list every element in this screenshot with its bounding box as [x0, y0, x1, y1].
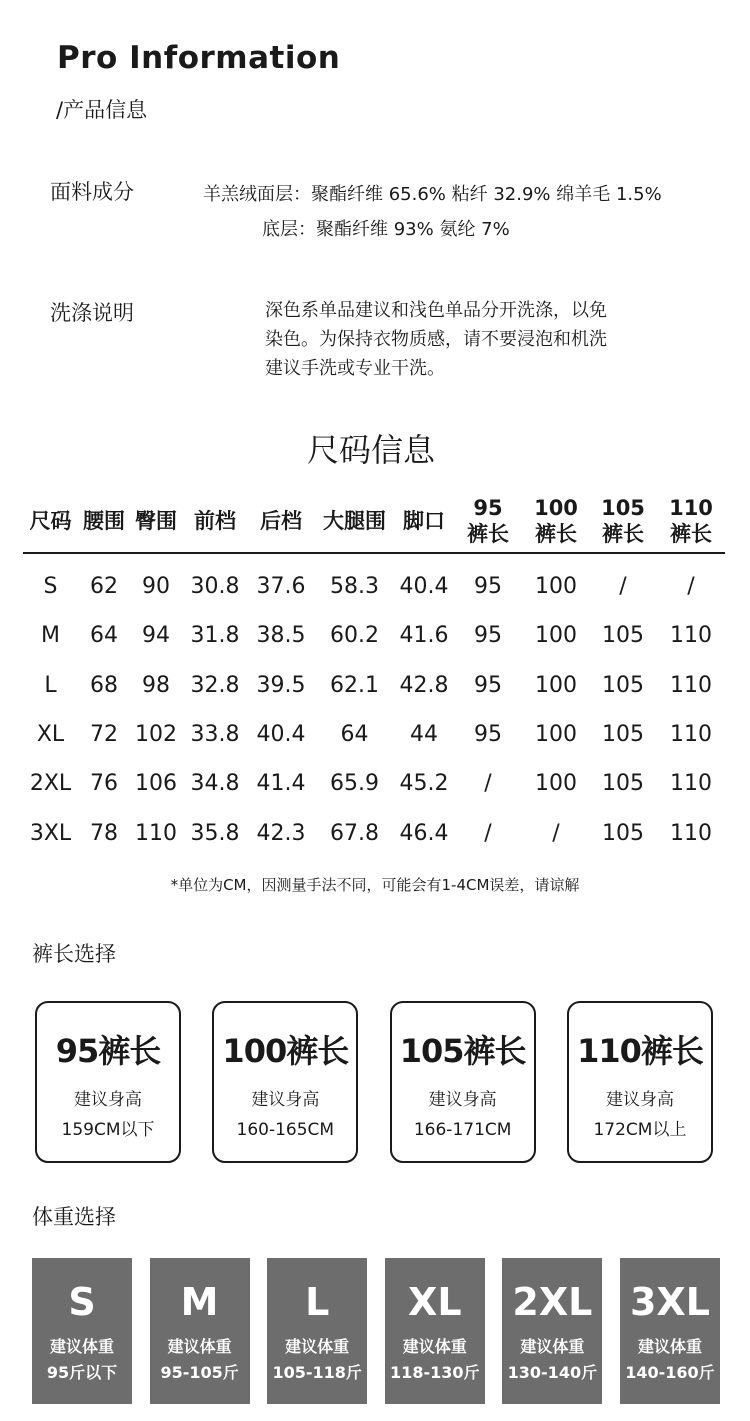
- table-cell: 64: [90, 623, 118, 649]
- table-cell: 110: [670, 722, 712, 748]
- table-row: [23, 553, 725, 611]
- table-cell: /: [484, 771, 492, 797]
- weight-option-l[interactable]: [267, 1258, 367, 1404]
- size-info-title: 尺码信息: [306, 431, 435, 469]
- table-cell: 78: [90, 820, 118, 846]
- length-option-95[interactable]: [35, 1001, 181, 1163]
- measurement-note: *单位为CM，因测量手法不同，可能会有1-4CM误差，请谅解: [170, 876, 580, 894]
- table-cell: 30.8: [190, 574, 240, 600]
- weight-option-size: S: [68, 1280, 96, 1324]
- header-thigh: 大腿围: [314, 490, 395, 553]
- header-leg-opening: 脚口: [395, 490, 453, 553]
- table-cell: 40.4: [256, 722, 306, 748]
- table-cell: 94: [142, 623, 170, 649]
- weight-option-caption: 建议体重: [167, 1337, 232, 1356]
- table-cell: 95: [474, 623, 502, 649]
- table-cell: 3XL: [29, 820, 72, 846]
- size-table-header-row: [23, 490, 725, 553]
- wash-label: 洗涤说明: [50, 301, 134, 325]
- table-cell: 105: [602, 672, 644, 698]
- header-length-110: 110 裤长: [657, 490, 725, 553]
- table-cell: 100: [535, 722, 577, 748]
- table-cell: 37.6: [256, 574, 306, 600]
- table-cell: 32.8: [190, 672, 240, 698]
- wash-line-3: 建议手洗或专业干洗。: [265, 358, 445, 379]
- length-option-height: 172CM以上: [593, 1120, 687, 1140]
- weight-option-caption: 建议体重: [520, 1337, 585, 1356]
- header-waist: 腰围: [78, 490, 130, 553]
- header-length-95: 95 裤长: [453, 490, 523, 553]
- table-cell: 41.4: [256, 771, 306, 797]
- table-cell: 95: [474, 574, 502, 600]
- length-option-height: 159CM以下: [61, 1120, 155, 1140]
- weight-select-options: [32, 1258, 720, 1404]
- length-option-105[interactable]: [390, 1001, 536, 1163]
- wash-line-2: 染色。为保持衣物质感，请不要浸泡和机洗: [265, 329, 607, 350]
- length-option-110[interactable]: [567, 1001, 713, 1163]
- table-cell: 35.8: [190, 820, 240, 846]
- table-cell: 110: [670, 771, 712, 797]
- table-cell: 60.2: [330, 623, 379, 649]
- table-cell: 39.5: [256, 672, 306, 698]
- length-option-name: 105裤长: [399, 1032, 526, 1070]
- size-table: [23, 490, 725, 858]
- table-row: [23, 759, 725, 808]
- table-cell: 106: [135, 771, 177, 797]
- table-cell: 98: [142, 672, 170, 698]
- table-cell: 42.3: [256, 820, 306, 846]
- table-cell: S: [43, 574, 58, 600]
- weight-option-caption: 建议体重: [402, 1337, 467, 1356]
- header-hip: 臀围: [130, 490, 182, 553]
- table-cell: /: [619, 574, 627, 600]
- table-row: [23, 808, 725, 857]
- pro-information-title: Pro Information: [57, 40, 341, 76]
- weight-option-2xl[interactable]: [502, 1258, 602, 1404]
- weight-option-m[interactable]: [150, 1258, 250, 1404]
- header-front-rise: 前档: [182, 490, 248, 553]
- table-cell: 67.8: [330, 820, 379, 846]
- length-option-caption: 建议身高: [74, 1090, 142, 1110]
- table-cell: 110: [670, 623, 712, 649]
- weight-option-size: XL: [408, 1280, 462, 1324]
- table-cell: 62.1: [330, 672, 379, 698]
- table-cell: 105: [602, 623, 644, 649]
- weight-option-size: 2XL: [512, 1280, 593, 1324]
- length-option-caption: 建议身高: [428, 1090, 497, 1110]
- table-cell: 31.8: [190, 623, 240, 649]
- fabric-label: 面料成分: [50, 180, 134, 204]
- table-cell: 65.9: [330, 771, 379, 797]
- length-option-caption: 建议身高: [251, 1090, 320, 1110]
- table-cell: 110: [670, 820, 712, 846]
- table-cell: 34.8: [190, 771, 240, 797]
- table-cell: 110: [670, 672, 712, 698]
- weight-option-caption: 建议体重: [637, 1337, 702, 1356]
- table-cell: 38.5: [256, 623, 306, 649]
- weight-option-xl[interactable]: [385, 1258, 485, 1404]
- table-cell: 46.4: [399, 820, 449, 846]
- table-cell: 45.2: [399, 771, 449, 797]
- weight-option-3xl[interactable]: [620, 1258, 720, 1404]
- length-option-height: 166-171CM: [413, 1120, 512, 1140]
- table-cell: M: [41, 623, 60, 649]
- weight-option-caption: 建议体重: [49, 1337, 114, 1356]
- table-cell: 95: [474, 672, 502, 698]
- header-size: 尺码: [23, 490, 78, 553]
- length-option-caption: 建议身高: [605, 1090, 674, 1110]
- length-option-height: 160-165CM: [236, 1120, 335, 1140]
- table-cell: 100: [535, 623, 577, 649]
- fabric-line-1: 羊羔绒面层：聚酯纤维 65.6% 粘纤 32.9% 绵羊毛 1.5%: [203, 184, 662, 205]
- weight-option-range: 140-160斤: [625, 1363, 715, 1382]
- table-cell: 42.8: [399, 672, 449, 698]
- length-select-title: 裤长选择: [32, 942, 116, 966]
- table-cell: 33.8: [190, 722, 240, 748]
- weight-option-size: M: [180, 1280, 219, 1324]
- table-row: [23, 611, 725, 660]
- table-cell: 44: [410, 722, 438, 748]
- weight-option-s[interactable]: [32, 1258, 132, 1404]
- wash-instructions: [265, 296, 607, 383]
- table-cell: 41.6: [399, 623, 449, 649]
- table-cell: XL: [36, 722, 65, 748]
- table-cell: 105: [602, 771, 644, 797]
- weight-option-range: 130-140斤: [507, 1363, 598, 1382]
- weight-option-range: 105-118斤: [272, 1363, 362, 1382]
- weight-option-size: 3XL: [629, 1280, 710, 1324]
- length-option-name: 100裤长: [222, 1032, 349, 1070]
- fabric-line-2: 底层：聚酯纤维 93% 氨纶 7%: [262, 219, 510, 240]
- table-cell: 76: [90, 771, 118, 797]
- table-cell: 102: [135, 722, 177, 748]
- table-cell: 68: [90, 672, 118, 698]
- table-cell: 40.4: [399, 574, 449, 600]
- table-cell: 105: [602, 820, 644, 846]
- table-cell: 2XL: [29, 771, 72, 797]
- table-row: [23, 710, 725, 759]
- table-cell: /: [687, 574, 695, 600]
- table-cell: /: [484, 820, 492, 846]
- weight-option-size: L: [305, 1280, 330, 1324]
- table-cell: 95: [474, 722, 502, 748]
- table-cell: 90: [142, 574, 170, 600]
- pro-information-subtitle: /产品信息: [56, 98, 148, 122]
- weight-option-range: 118-130斤: [390, 1363, 480, 1382]
- table-cell: 64: [340, 722, 369, 748]
- weight-select-title: 体重选择: [32, 1205, 116, 1229]
- table-cell: 110: [135, 820, 177, 846]
- weight-option-range: 95斤以下: [46, 1363, 118, 1382]
- table-cell: 58.3: [330, 574, 379, 600]
- table-cell: 100: [535, 672, 577, 698]
- header-length-100: 100 裤长: [523, 490, 589, 553]
- table-cell: L: [44, 672, 57, 698]
- length-option-name: 95裤长: [55, 1032, 161, 1070]
- header-back-rise: 后档: [248, 490, 314, 553]
- weight-option-range: 95-105斤: [160, 1363, 239, 1382]
- length-option-name: 110裤长: [577, 1032, 703, 1070]
- table-cell: 100: [535, 771, 577, 797]
- table-cell: /: [552, 820, 560, 846]
- table-cell: 100: [535, 574, 577, 600]
- weight-option-caption: 建议体重: [285, 1337, 350, 1356]
- table-row: [23, 661, 725, 710]
- header-length-105: 105 裤长: [589, 490, 657, 553]
- length-select-options: [35, 1001, 713, 1163]
- table-cell: 105: [602, 722, 644, 748]
- table-cell: 72: [90, 722, 118, 748]
- table-cell: 62: [90, 574, 118, 600]
- length-option-100[interactable]: [212, 1001, 358, 1163]
- wash-line-1: 深色系单品建议和浅色单品分开洗涤，以免: [265, 300, 607, 321]
